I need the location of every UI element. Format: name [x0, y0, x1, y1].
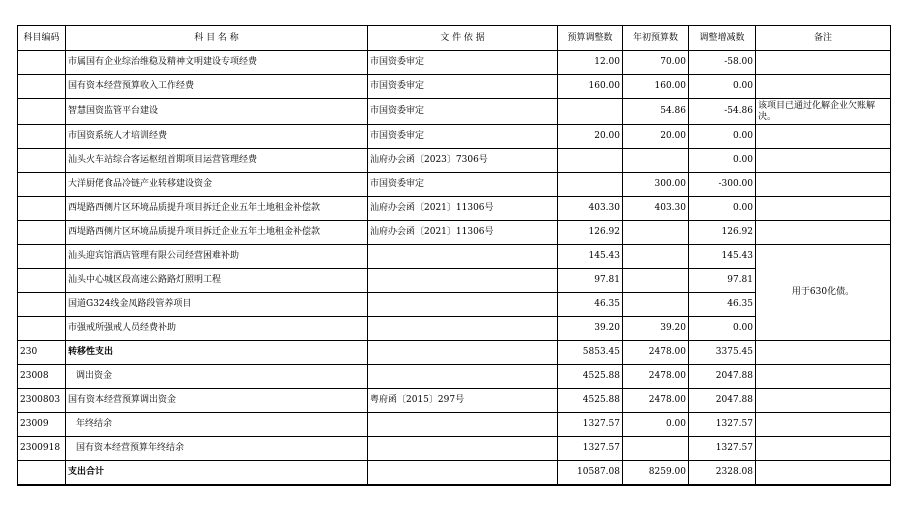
cell-code [18, 221, 66, 245]
cell-change: 2047.88 [689, 365, 756, 389]
cell-budget-adjusted: 126.92 [558, 221, 623, 245]
cell-budget-adjusted: 12.00 [558, 51, 623, 75]
cell-budget-adjusted: 403.30 [558, 197, 623, 221]
header-remark: 备注 [756, 26, 891, 51]
cell-name: 汕头中心城区段高速公路路灯照明工程 [66, 269, 368, 293]
cell-remark [756, 75, 891, 99]
cell-remark [756, 389, 891, 413]
cell-name-total: 支出合计 [66, 461, 368, 486]
table-row [18, 99, 891, 125]
cell-name: 汕头迎宾馆酒店管理有限公司经营困难补助 [66, 245, 368, 269]
cell-change: 0.00 [689, 197, 756, 221]
table-row [18, 75, 891, 99]
table-row [18, 413, 891, 437]
cell-initial-budget: 2478.00 [623, 341, 689, 365]
cell-change: 46.35 [689, 293, 756, 317]
cell-code [18, 51, 66, 75]
cell-code [18, 75, 66, 99]
cell-code [18, 317, 66, 341]
cell-remark-debt: 用于630化债。 [756, 245, 891, 341]
cell-basis [368, 269, 558, 293]
header-code: 科目编码 [18, 26, 66, 51]
cell-basis: 市国资委审定 [368, 99, 558, 125]
cell-budget-adjusted: 160.00 [558, 75, 623, 99]
cell-change: -58.00 [689, 51, 756, 75]
cell-budget-adjusted [558, 99, 623, 125]
cell-name: 国有资本经营预算调出资金 [66, 389, 368, 413]
cell-budget-adjusted: 145.43 [558, 245, 623, 269]
cell-code [18, 99, 66, 125]
cell-initial-budget: 39.20 [623, 317, 689, 341]
table-row [18, 125, 891, 149]
cell-change: -54.86 [689, 99, 756, 125]
cell-budget-adjusted: 4525.88 [558, 389, 623, 413]
table-row [18, 437, 891, 461]
cell-name: 市属国有企业综治维稳及精神文明建设专项经费 [66, 51, 368, 75]
cell-budget-adjusted: 5853.45 [558, 341, 623, 365]
cell-name: 转移性支出 [66, 341, 368, 365]
table-row [18, 365, 891, 389]
cell-basis: 汕府办会函〔2021〕11306号 [368, 197, 558, 221]
cell-initial-budget: 160.00 [623, 75, 689, 99]
cell-initial-budget: 2478.00 [623, 365, 689, 389]
cell-budget-adjusted: 1327.57 [558, 437, 623, 461]
cell-remark [756, 461, 891, 486]
cell-name: 国道G324线金凤路段管养项目 [66, 293, 368, 317]
header-basis: 文 件 依 据 [368, 26, 558, 51]
cell-code: 23009 [18, 413, 66, 437]
header-initial-budget: 年初预算数 [623, 26, 689, 51]
cell-code: 2300918 [18, 437, 66, 461]
cell-remark [756, 197, 891, 221]
cell-code [18, 125, 66, 149]
header-budget-adjusted: 预算调整数 [558, 26, 623, 51]
cell-code [18, 461, 66, 486]
cell-initial-budget-total: 8259.00 [623, 461, 689, 486]
cell-budget-adjusted [558, 149, 623, 173]
cell-name: 汕头火车站综合客运枢纽首期项目运营管理经费 [66, 149, 368, 173]
table-container [17, 25, 891, 486]
table-row [18, 341, 891, 365]
cell-code [18, 245, 66, 269]
cell-remark [756, 125, 891, 149]
cell-code [18, 149, 66, 173]
budget-adjustment-table [17, 25, 891, 486]
cell-change: 3375.45 [689, 341, 756, 365]
cell-basis [368, 437, 558, 461]
table-row [18, 197, 891, 221]
table-row [18, 149, 891, 173]
cell-basis: 汕府办会函〔2023〕7306号 [368, 149, 558, 173]
cell-code: 2300803 [18, 389, 66, 413]
cell-remark [756, 365, 891, 389]
cell-remark [756, 413, 891, 437]
cell-remark [756, 221, 891, 245]
cell-name: 西堤路西侧片区环境品质提升项目拆迁企业五年土地租金补偿款 [66, 221, 368, 245]
cell-name: 年终结余 [66, 413, 368, 437]
cell-code [18, 269, 66, 293]
cell-remark [756, 437, 891, 461]
cell-initial-budget: 403.30 [623, 197, 689, 221]
cell-budget-adjusted: 4525.88 [558, 365, 623, 389]
cell-code: 23008 [18, 365, 66, 389]
cell-budget-adjusted-total: 10587.08 [558, 461, 623, 486]
header-name: 科 目 名 称 [66, 26, 368, 51]
cell-code [18, 197, 66, 221]
cell-initial-budget [623, 245, 689, 269]
table-row [18, 245, 891, 269]
cell-code [18, 173, 66, 197]
cell-basis: 汕府办会函〔2021〕11306号 [368, 221, 558, 245]
cell-budget-adjusted: 46.35 [558, 293, 623, 317]
total-row [18, 461, 891, 486]
cell-code [18, 293, 66, 317]
cell-name: 大洋厨佬食品冷链产业转移建设资金 [66, 173, 368, 197]
cell-budget-adjusted: 20.00 [558, 125, 623, 149]
cell-change: 145.43 [689, 245, 756, 269]
cell-change: 0.00 [689, 125, 756, 149]
cell-basis: 市国资委审定 [368, 51, 558, 75]
cell-initial-budget [623, 221, 689, 245]
table-row [18, 51, 891, 75]
cell-remark [756, 173, 891, 197]
cell-name: 西堤路西侧片区环境品质提升项目拆迁企业五年土地租金补偿款 [66, 197, 368, 221]
cell-basis [368, 413, 558, 437]
cell-change: 0.00 [689, 75, 756, 99]
cell-basis [368, 341, 558, 365]
cell-initial-budget [623, 149, 689, 173]
cell-change: 126.92 [689, 221, 756, 245]
cell-change: 1327.57 [689, 413, 756, 437]
cell-change: 2047.88 [689, 389, 756, 413]
cell-initial-budget: 54.86 [623, 99, 689, 125]
cell-basis [368, 461, 558, 486]
cell-initial-budget [623, 293, 689, 317]
cell-name: 市强戒所强戒人员经费补助 [66, 317, 368, 341]
cell-budget-adjusted: 1327.57 [558, 413, 623, 437]
cell-initial-budget: 20.00 [623, 125, 689, 149]
cell-initial-budget: 2478.00 [623, 389, 689, 413]
cell-name: 智慧国资监管平台建设 [66, 99, 368, 125]
cell-remark [756, 149, 891, 173]
cell-basis: 粤府函〔2015〕297号 [368, 389, 558, 413]
cell-budget-adjusted: 97.81 [558, 269, 623, 293]
cell-initial-budget [623, 269, 689, 293]
cell-basis: 市国资委审定 [368, 125, 558, 149]
cell-initial-budget: 70.00 [623, 51, 689, 75]
cell-basis [368, 317, 558, 341]
cell-name: 调出资金 [66, 365, 368, 389]
cell-change: 1327.57 [689, 437, 756, 461]
cell-name: 国有资本经营预算年终结余 [66, 437, 368, 461]
cell-initial-budget [623, 437, 689, 461]
cell-change-total: 2328.08 [689, 461, 756, 486]
cell-remark [756, 51, 891, 75]
cell-budget-adjusted: 39.20 [558, 317, 623, 341]
cell-change: 97.81 [689, 269, 756, 293]
cell-code: 230 [18, 341, 66, 365]
cell-basis [368, 365, 558, 389]
table-row [18, 173, 891, 197]
cell-change: -300.00 [689, 173, 756, 197]
cell-initial-budget: 300.00 [623, 173, 689, 197]
table-row [18, 221, 891, 245]
cell-basis [368, 245, 558, 269]
cell-change: 0.00 [689, 317, 756, 341]
cell-name: 市国资系统人才培训经费 [66, 125, 368, 149]
cell-remark-smart-platform: 该项目已通过化解企业欠账解决。 [756, 99, 891, 125]
cell-name: 国有资本经营预算收入工作经费 [66, 75, 368, 99]
header-row [18, 26, 891, 51]
cell-basis [368, 293, 558, 317]
header-change: 调整增减数 [689, 26, 756, 51]
cell-remark [756, 341, 891, 365]
cell-initial-budget: 0.00 [623, 413, 689, 437]
cell-change: 0.00 [689, 149, 756, 173]
cell-basis: 市国资委审定 [368, 173, 558, 197]
table-row [18, 389, 891, 413]
cell-basis: 市国资委审定 [368, 75, 558, 99]
cell-budget-adjusted [558, 173, 623, 197]
